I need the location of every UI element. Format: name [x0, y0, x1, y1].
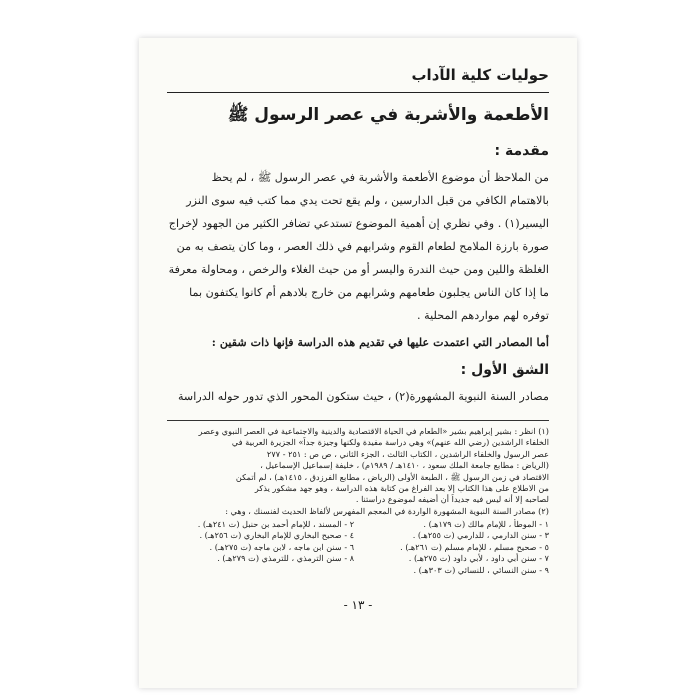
part-paragraph [167, 386, 549, 408]
header-rule [167, 92, 549, 93]
body-line: من الملاحظ أن موضوع الأطعمة والأشربة في عصر الرسول ﷺ ، لم يحظ [211, 171, 549, 184]
part-heading: الشق الأول : [460, 362, 549, 378]
sources-paragraph [167, 331, 549, 353]
source-row [167, 530, 549, 541]
body-line: مصادر السنة النبوية المشهورة(٢) ، حيث ستكون المحور الذي تدور حوله الدراسة [177, 390, 549, 403]
source-item: ٨ - سنن الترمذي ، للترمذي (ت ٢٧٩هـ) . [217, 553, 355, 564]
intro-paragraph [167, 166, 549, 327]
body-line: ما إذا كان الناس يجلبون طعامهم وشرابهم من خارج بلادهم أم كانوا يكتفون بما [189, 286, 549, 299]
intro-heading: مقدمة : [494, 143, 549, 159]
body-line: صورة بارزة الملامح لطعام القوم وشرابهم في ذلك العصر ، وما كان يتصف به من [176, 240, 549, 253]
source-item [167, 565, 354, 576]
footnote-line: عصر الرسول والخلفاء الراشدين ، الكتاب الثالث ، الجزء الثاني ، ص ص : ٢٥١ - ٢٧٧ [266, 448, 549, 459]
sources-line: أما المصادر التي اعتمدت عليها في تقديم هذه الدراسة فإنها ذات شقين : [211, 335, 549, 349]
footnote-line: الاقتصاد في زمن الرسول ﷺ ، الطبعة الأولى (الرياض ، مطابع الفرزدق ، ١٤١٥هـ) ، لم أتمكن [235, 471, 549, 482]
source-item: ٩ - سنن النسائي ، للنسائي (ت ٣٠٣هـ) . [413, 564, 549, 575]
footnote-line: من الاطلاع على هذا الكتاب إلا بعد الفراغ من كتابة هذه الدراسة ، وهو جهد مشكور يذكر [254, 483, 549, 494]
page-title: الأطعمة والأشربة في عصر الرسول ﷺ [227, 105, 549, 125]
body-line: بالاهتمام الكافي من قبل الدارسين ، ولم يقع تحت يدي مما كتب فيه سوى النزر [186, 194, 549, 207]
page-number: - ١٣ - [343, 598, 373, 612]
source-list [167, 519, 549, 576]
source-item: ٥ - صحيح مسلم ، للإمام مسلم (ت ٢٦١هـ) . [400, 541, 549, 552]
source-row [167, 565, 549, 576]
footnote-line: الخلفاء الراشدين (رضي الله عنهم)» وهي دراسة مفيدة ولكنها وجيزة جداً» الجزيرة العربية في [231, 437, 549, 448]
source-item: ٧ - سنن أبي داود ، لأبي داود (ت ٢٧٥هـ) . [408, 553, 549, 564]
source-item: ١ - الموطأ ، للإمام مالك (ت ١٧٩هـ) . [423, 519, 549, 529]
footnote-line: (الرياض : مطابع جامعة الملك سعود ، ١٤١٠هـ / ١٩٨٩م) ، خليفة إسماعيل الإسماعيل ، [260, 460, 549, 471]
body-line: الغلظة واللين ومن حيث الندرة واليسر أو من حيث الغلاء والرخص ، ومحاولة معرفة [168, 263, 549, 276]
book-page [139, 38, 577, 688]
source-row [167, 519, 549, 530]
footnote-line: (٢) مصادر السنة النبوية المشهورة الواردة في المعجم المفهرس لألفاظ الحديث لفنسنك ، وهي : [225, 505, 549, 516]
source-item: ٤ - صحيح البخاري للإمام البخاري (ت ٢٥٦هـ) . [199, 530, 355, 541]
body-line: اليسير(١) . وفي نظري إن أهمية الموضوع تستدعي تضافر الكثير من الجهود لإخراج [168, 217, 549, 230]
footnote-line: (١) انظر : بشير إبراهيم بشير «الطعام في الحياة الاقتصادية والدينية والاجتماعية في العصر النبوي وعصر [198, 426, 549, 436]
footnotes [167, 426, 549, 517]
source-item: ٣ - سنن الدارمي ، للدارمي (ت ٢٥٥هـ) . [412, 530, 549, 541]
footnote-line: لصاحبه إلا أنه ليس فيه جديداً أن أضيفه لموضوع دراستنا . [355, 494, 549, 505]
source-row [167, 553, 549, 564]
running-head: حوليات كلية الآداب [411, 66, 549, 84]
footnote-rule [167, 420, 549, 421]
body-line: توفره لهم مواردهم المحلية . [417, 309, 549, 322]
source-item: ٦ - سنن ابن ماجه ، لابن ماجه (ت ٢٧٥هـ) . [209, 541, 355, 552]
source-row [167, 542, 549, 553]
source-item: ٢ - المسند ، للإمام أحمد بن حنبل (ت ٢٤١هـ) . [197, 519, 355, 529]
